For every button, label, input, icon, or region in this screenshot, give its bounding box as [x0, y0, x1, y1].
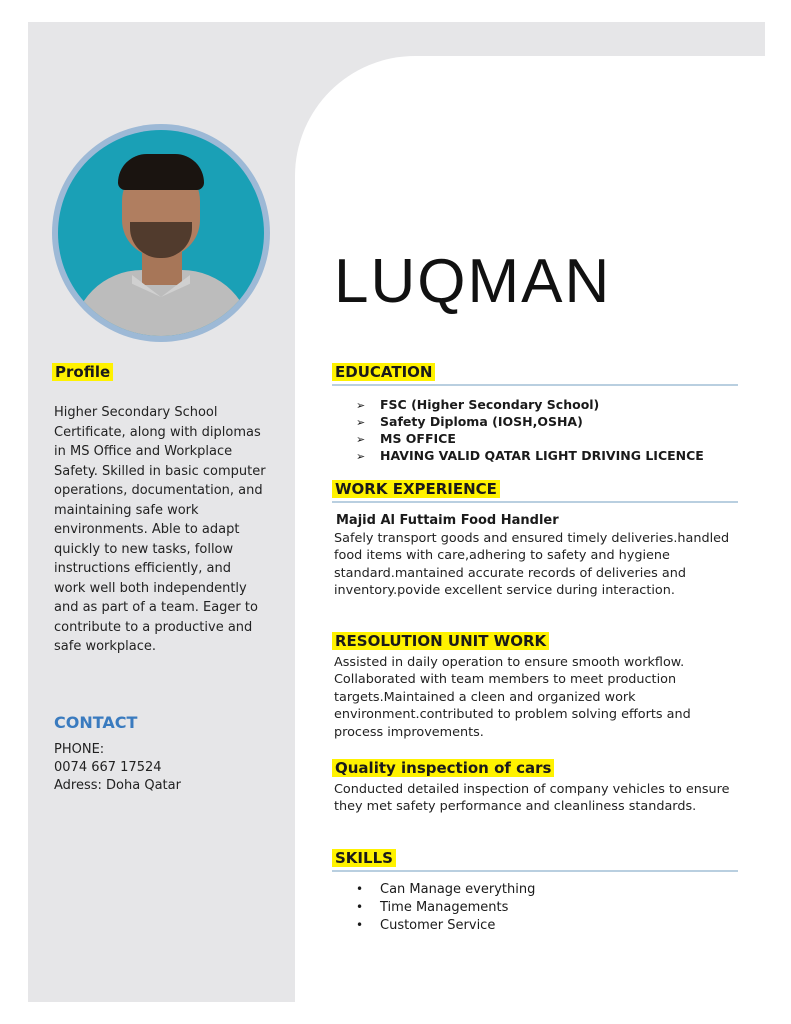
list-item: ➢ MS OFFICE	[356, 431, 456, 446]
quality-description: Conducted detailed inspection of company vehicles to ensure they met safety performance and cleanliness standards.	[334, 782, 730, 815]
work-divider	[332, 501, 738, 503]
profile-photo-frame	[52, 124, 270, 342]
education-divider	[332, 384, 738, 386]
list-item: ➢ HAVING VALID QATAR LIGHT DRIVING LICENCE	[356, 448, 704, 463]
skills-divider	[332, 870, 738, 872]
list-item: • Time Managements	[356, 900, 509, 915]
address: Adress: Doha Qatar	[54, 778, 181, 793]
list-item: ➢ Safety Diploma (IOSH,OSHA)	[356, 414, 583, 429]
contact-heading: CONTACT	[54, 713, 138, 732]
bullet-icon: •	[356, 882, 364, 896]
profile-heading: Profile	[52, 363, 113, 381]
arrow-bullet-icon: ➢	[356, 399, 366, 412]
skills-list	[356, 880, 535, 934]
arrow-bullet-icon: ➢	[356, 433, 366, 446]
bullet-icon: •	[356, 918, 364, 932]
profile-summary: Higher Secondary School Certificate, along with diplomas in MS Office and Workplace Safety. Skilled in basic computer operations, documentation, and maintaining safe work environments. Able to adapt quickly to new tasks, follow instructions efficiently, and work well both independently and as part of a team. Eager to contribute to a productive and safe workplace.	[54, 405, 266, 654]
arrow-bullet-icon: ➢	[356, 416, 366, 429]
arrow-bullet-icon: ➢	[356, 450, 366, 463]
education-heading: EDUCATION	[332, 363, 435, 381]
skills-heading: SKILLS	[332, 849, 396, 867]
quality-heading: Quality inspection of cars	[332, 759, 554, 777]
list-item: • Can Manage everything	[356, 882, 536, 897]
bullet-icon: •	[356, 900, 364, 914]
work-heading: WORK EXPERIENCE	[332, 480, 500, 498]
candidate-name: LUQMAN	[334, 247, 612, 316]
header-band	[295, 22, 765, 56]
job-description: Safely transport goods and ensured timely deliveries.handled food items with care,adhering to safety and hygiene standard.mantained accurate records of deliveries and inventory.povide excellent service during interaction.	[334, 531, 730, 599]
list-item: ➢ FSC (Higher Secondary School)	[356, 397, 600, 412]
resolution-description: Assisted in daily operation to ensure smooth workflow. Collaborated with team members to meet production targets.Maintained a cleen and organized work environment.contributed to problem solving efforts and process improvements.	[334, 655, 691, 740]
phone-label: PHONE:	[54, 742, 105, 757]
list-item: • Customer Service	[356, 918, 496, 933]
phone-number: 0074 667 17524	[54, 760, 162, 775]
education-list	[356, 396, 704, 464]
resolution-heading: RESOLUTION UNIT WORK	[332, 632, 549, 650]
profile-photo	[58, 130, 264, 336]
job-title: Majid Al Futtaim Food Handler	[336, 513, 559, 528]
